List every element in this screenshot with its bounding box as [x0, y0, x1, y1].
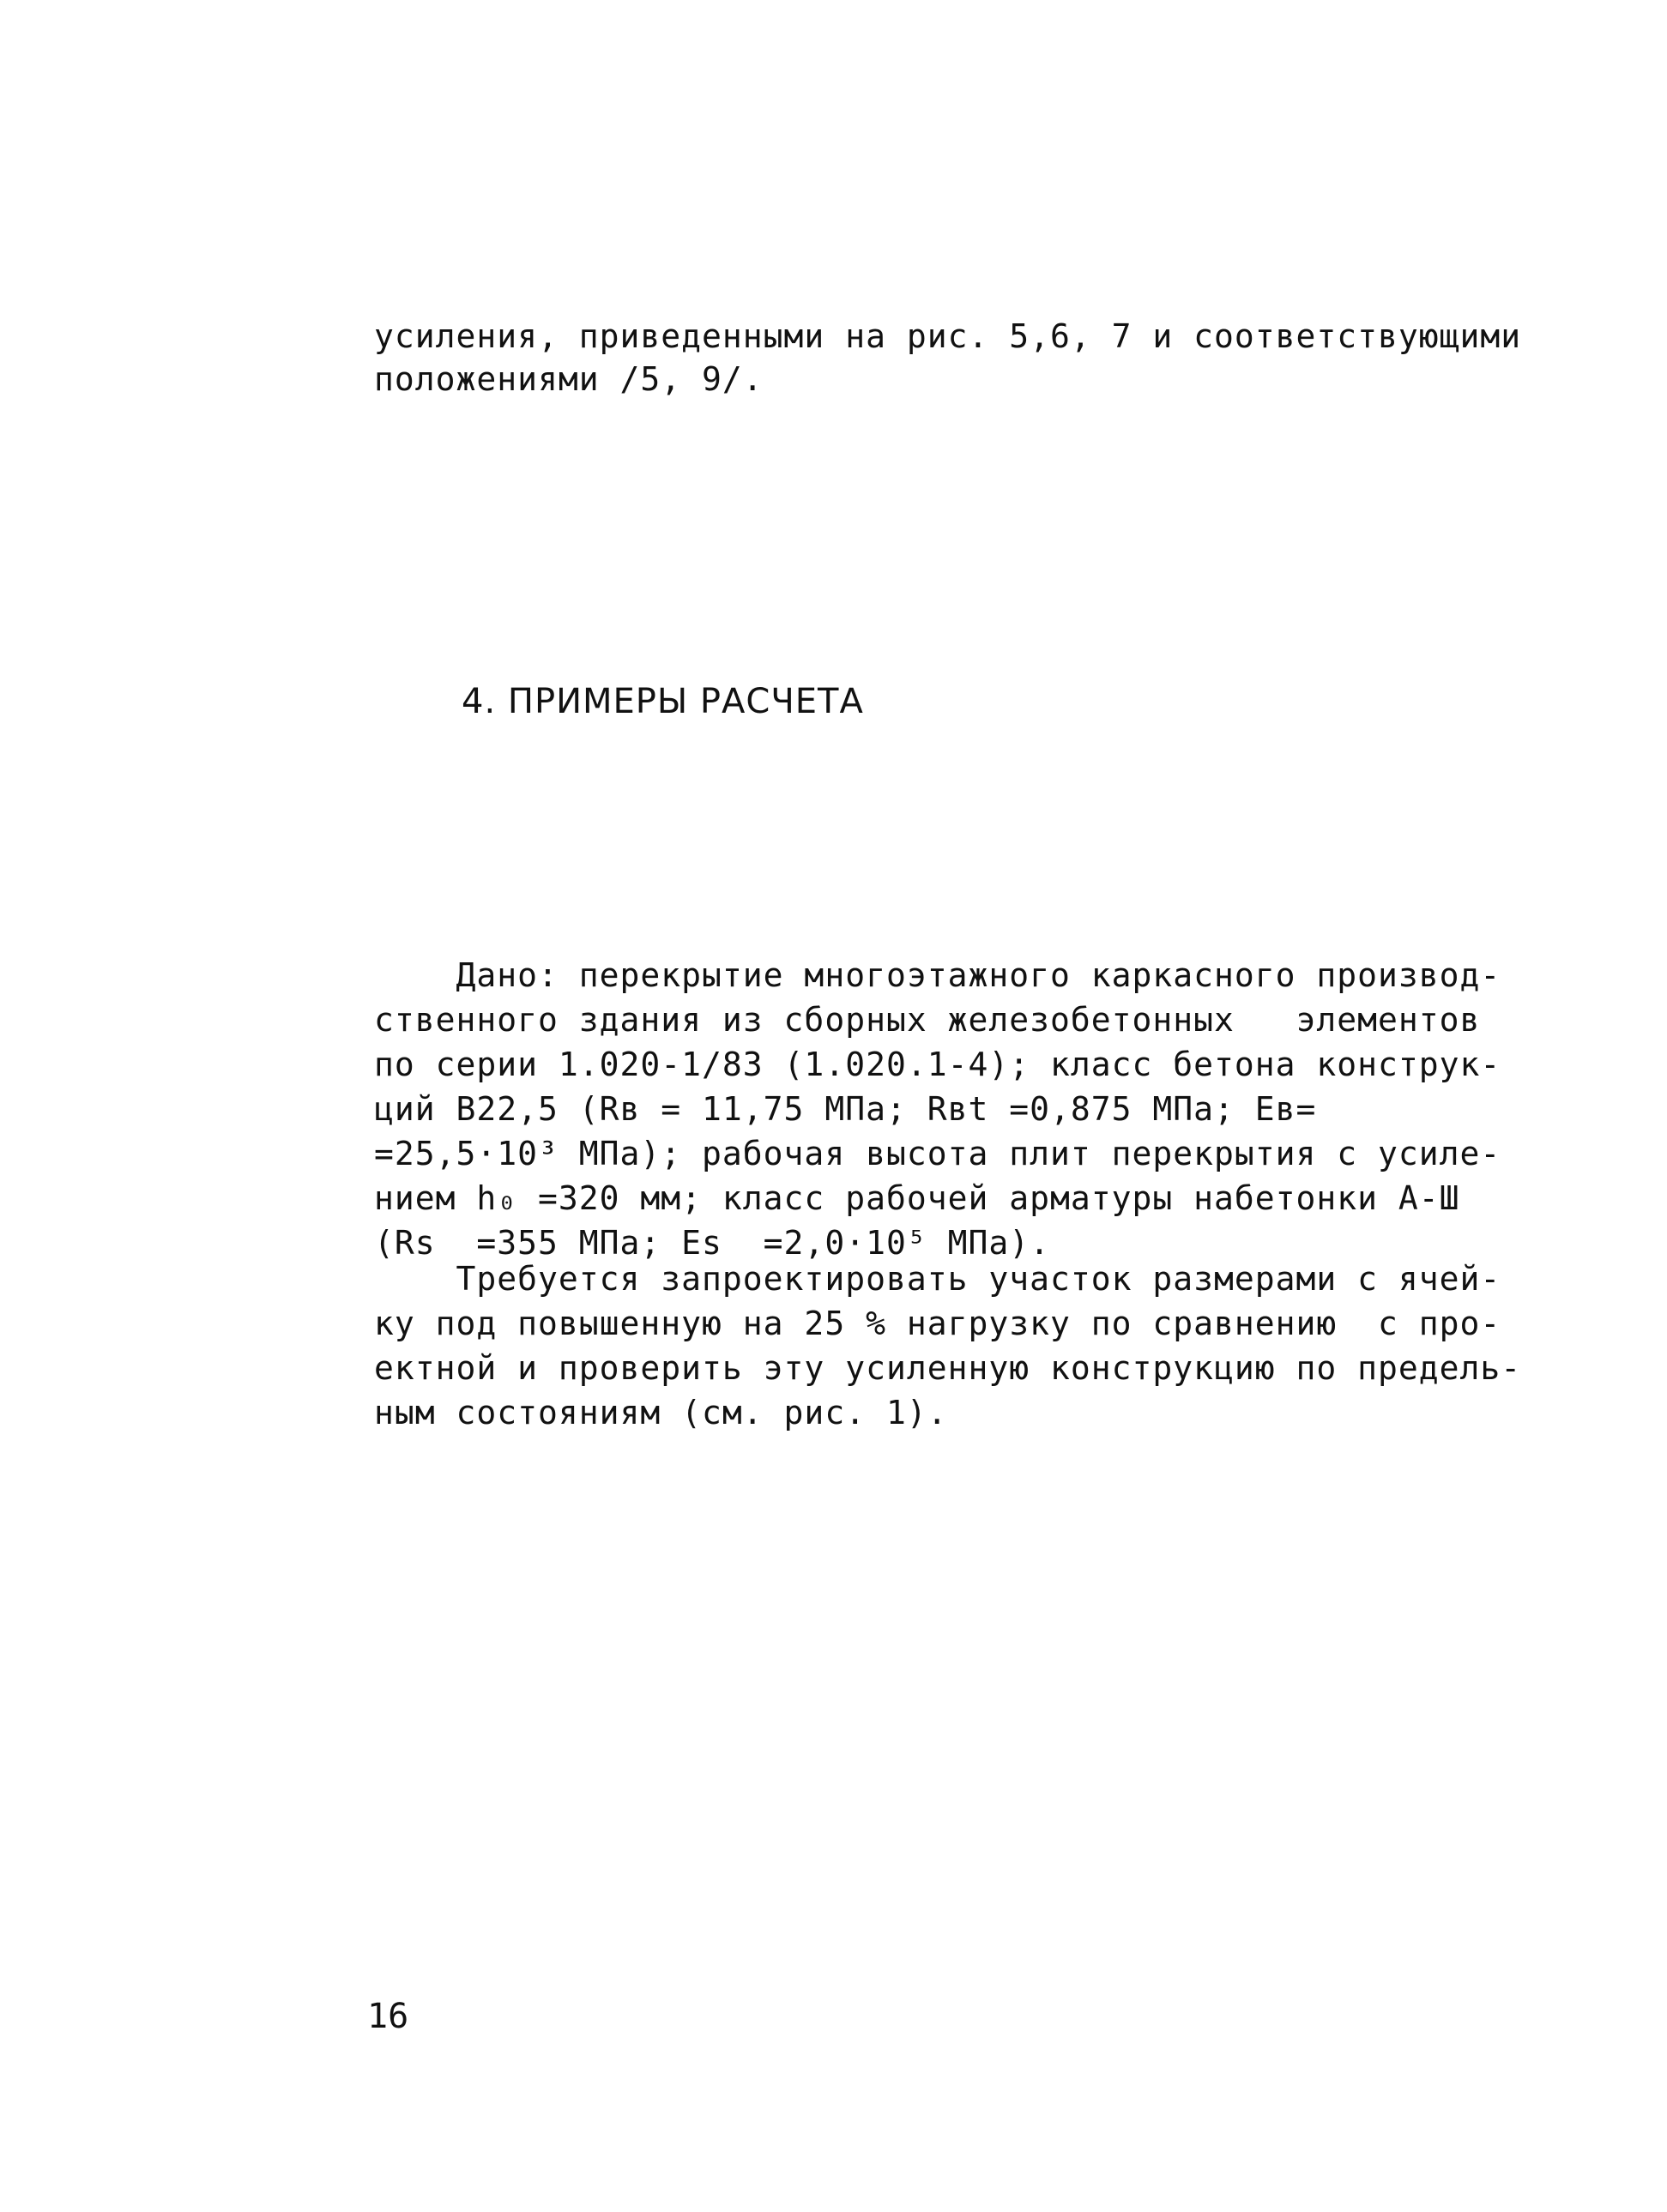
- continuation-line-1: усиления, приведенными на рис. 5,6, 7 и соответствующими: [374, 317, 1522, 355]
- required-line-3: ектной и проверить эту усиленную конструкцию по предель-: [374, 1349, 1522, 1387]
- required-line-4: ным состояниям (см. рис. 1).: [374, 1394, 948, 1431]
- section-heading: 4. ПРИМЕРЫ РАСЧЕТА: [462, 682, 864, 721]
- given-line-1: Дано: перекрытие многоэтажного каркасного производ-: [374, 956, 1501, 994]
- given-line-3: по серии 1.020-1/83 (1.020.1-4); класс бетона конструк-: [374, 1046, 1501, 1083]
- continuation-line-2: положениями /5, 9/.: [374, 360, 764, 398]
- given-line-5: =25,5·10³ МПа); рабочая высота плит перекрытия с усиле-: [374, 1135, 1501, 1172]
- given-line-4: ций В22,5 (Rв = 11,75 МПа; Rвt =0,875 МПа; Eв=: [374, 1090, 1317, 1128]
- required-line-1: Требуется запроектировать участок размерами с ячей-: [374, 1260, 1501, 1298]
- page-number: 16: [367, 1997, 409, 2036]
- required-line-2: ку под повышенную на 25 % нагрузку по сравнению с про-: [374, 1305, 1501, 1342]
- given-line-6: нием h₀ =320 мм; класс рабочей арматуры набетонки А-Ш: [374, 1179, 1460, 1217]
- given-line-2: ственного здания из сборных железобетонных элементов: [374, 1001, 1481, 1039]
- given-line-7: (Rs =355 МПа; Es =2,0·10⁵ МПа).: [374, 1224, 1050, 1262]
